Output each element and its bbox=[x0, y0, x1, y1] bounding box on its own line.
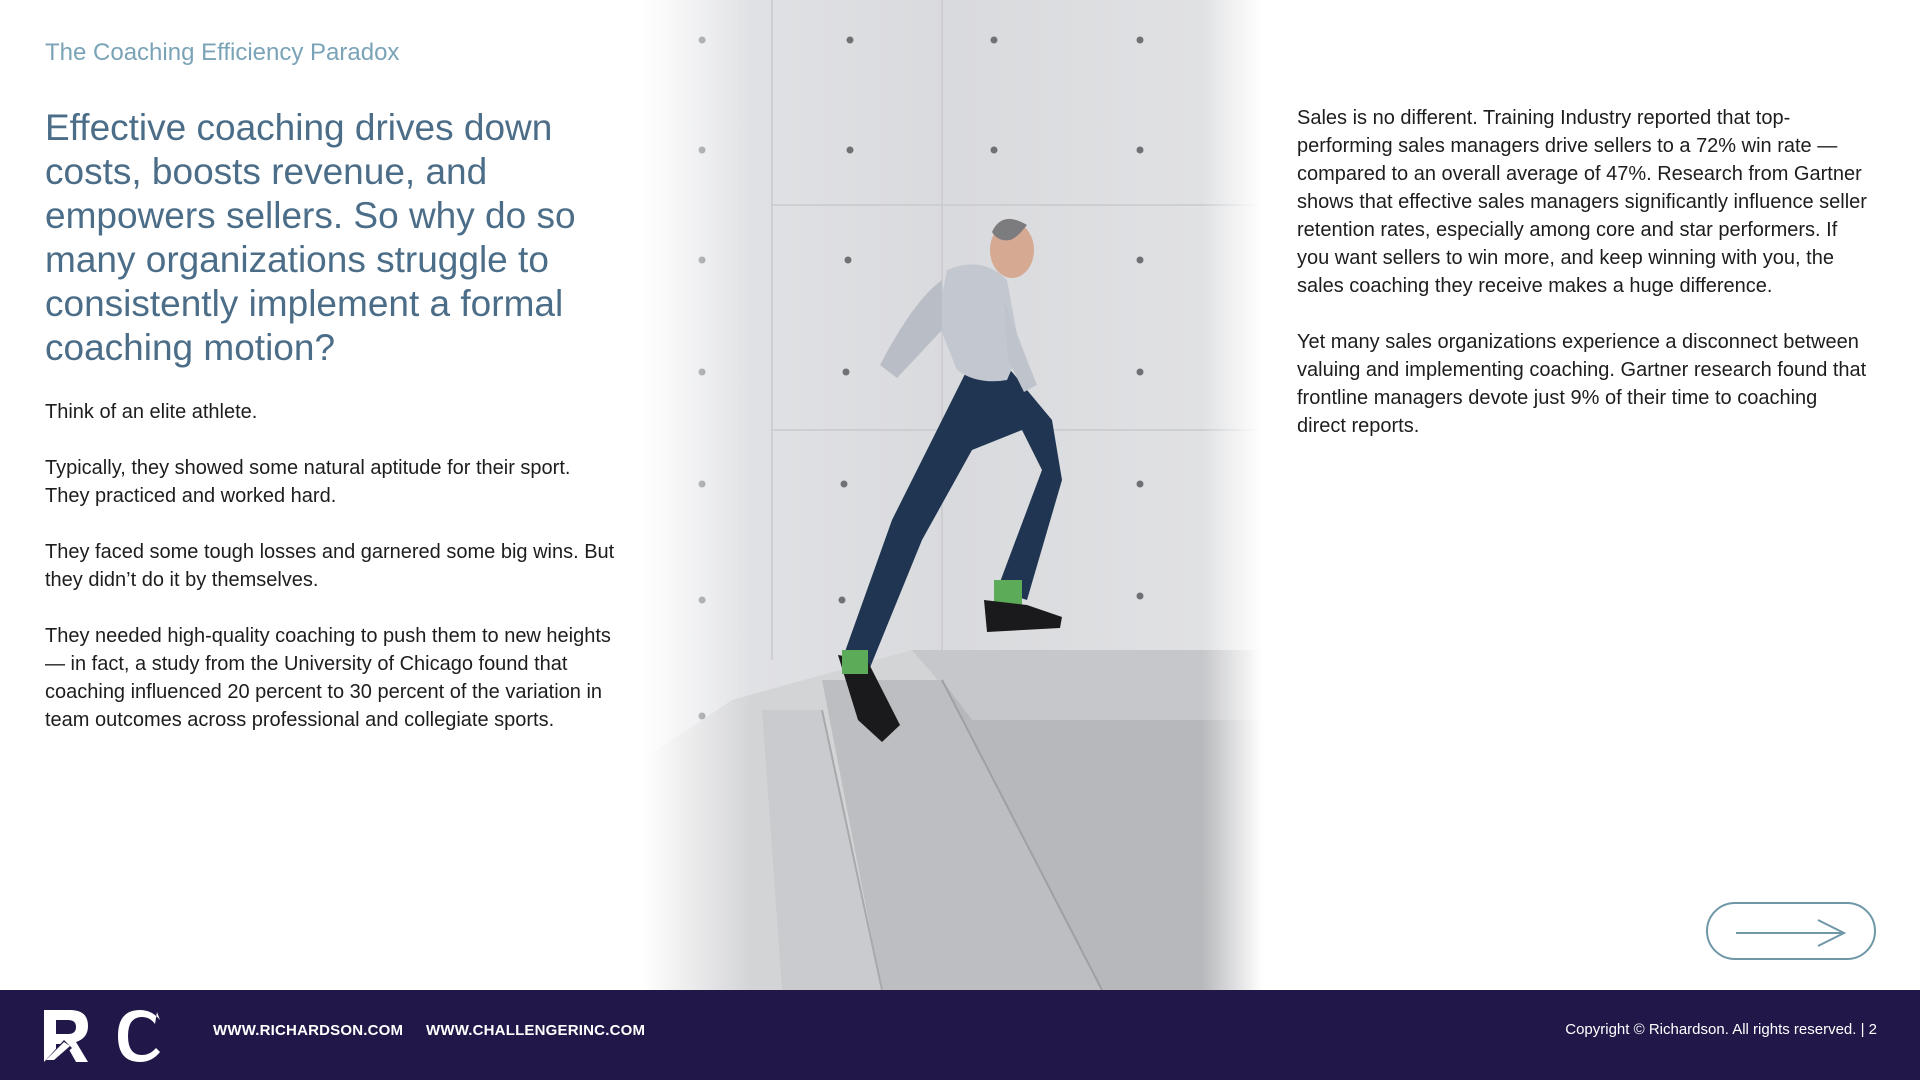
footer-bar bbox=[0, 990, 1920, 1080]
richardson-challenger-logo bbox=[44, 1008, 164, 1064]
copyright-page-number: Copyright © Richardson. All rights reserved. | 2 bbox=[1565, 1021, 1877, 1038]
richardson-website-link[interactable]: WWW.RICHARDSON.COM bbox=[213, 1022, 404, 1039]
right-paragraph-2: Yet many sales organizations experience a disconnect between valuing and implementing coaching. Gartner research found that frontline managers devote just 9% of their time to coaching direct reports. bbox=[1297, 331, 1867, 437]
page-headline: Effective coaching drives down costs, boosts revenue, and empowers sellers. So why do so many organizations struggle to consistently implement a formal coaching motion? bbox=[45, 107, 576, 368]
section-eyebrow: The Coaching Efficiency Paradox bbox=[45, 39, 400, 66]
right-paragraph-1: Sales is no different. Training Industry reported that top-performing sales managers drive sellers to a 72% win rate — compared to an overall average of 47%. Research from Gartner shows that effective sales managers significantly influence seller retention rates, especially among core and star performers. If you want sellers to win more, and keep winning with you, the sales coaching they receive makes a huge difference. bbox=[1297, 107, 1867, 297]
left-column bbox=[45, 38, 615, 762]
next-page-button[interactable] bbox=[1706, 902, 1876, 960]
hero-photo-man-climbing-stairs bbox=[642, 0, 1262, 990]
left-paragraph-3: They faced some tough losses and garnered some big wins. But they didn’t do it by themselves. bbox=[45, 541, 615, 591]
right-column bbox=[1297, 104, 1867, 468]
challenger-website-link[interactable]: WWW.CHALLENGERINC.COM bbox=[426, 1022, 646, 1039]
left-paragraph-1: Think of an elite athlete. bbox=[45, 401, 258, 423]
left-paragraph-2: Typically, they showed some natural aptitude for their sport. They practiced and worked hard. bbox=[45, 457, 571, 507]
left-paragraph-4: They needed high-quality coaching to push them to new heights — in fact, a study from the University of Chicago found that coaching influenced 20 percent to 30 percent of the variation in team outcomes across professional and collegiate sports. bbox=[45, 625, 611, 731]
arrow-right-icon bbox=[1736, 918, 1848, 948]
